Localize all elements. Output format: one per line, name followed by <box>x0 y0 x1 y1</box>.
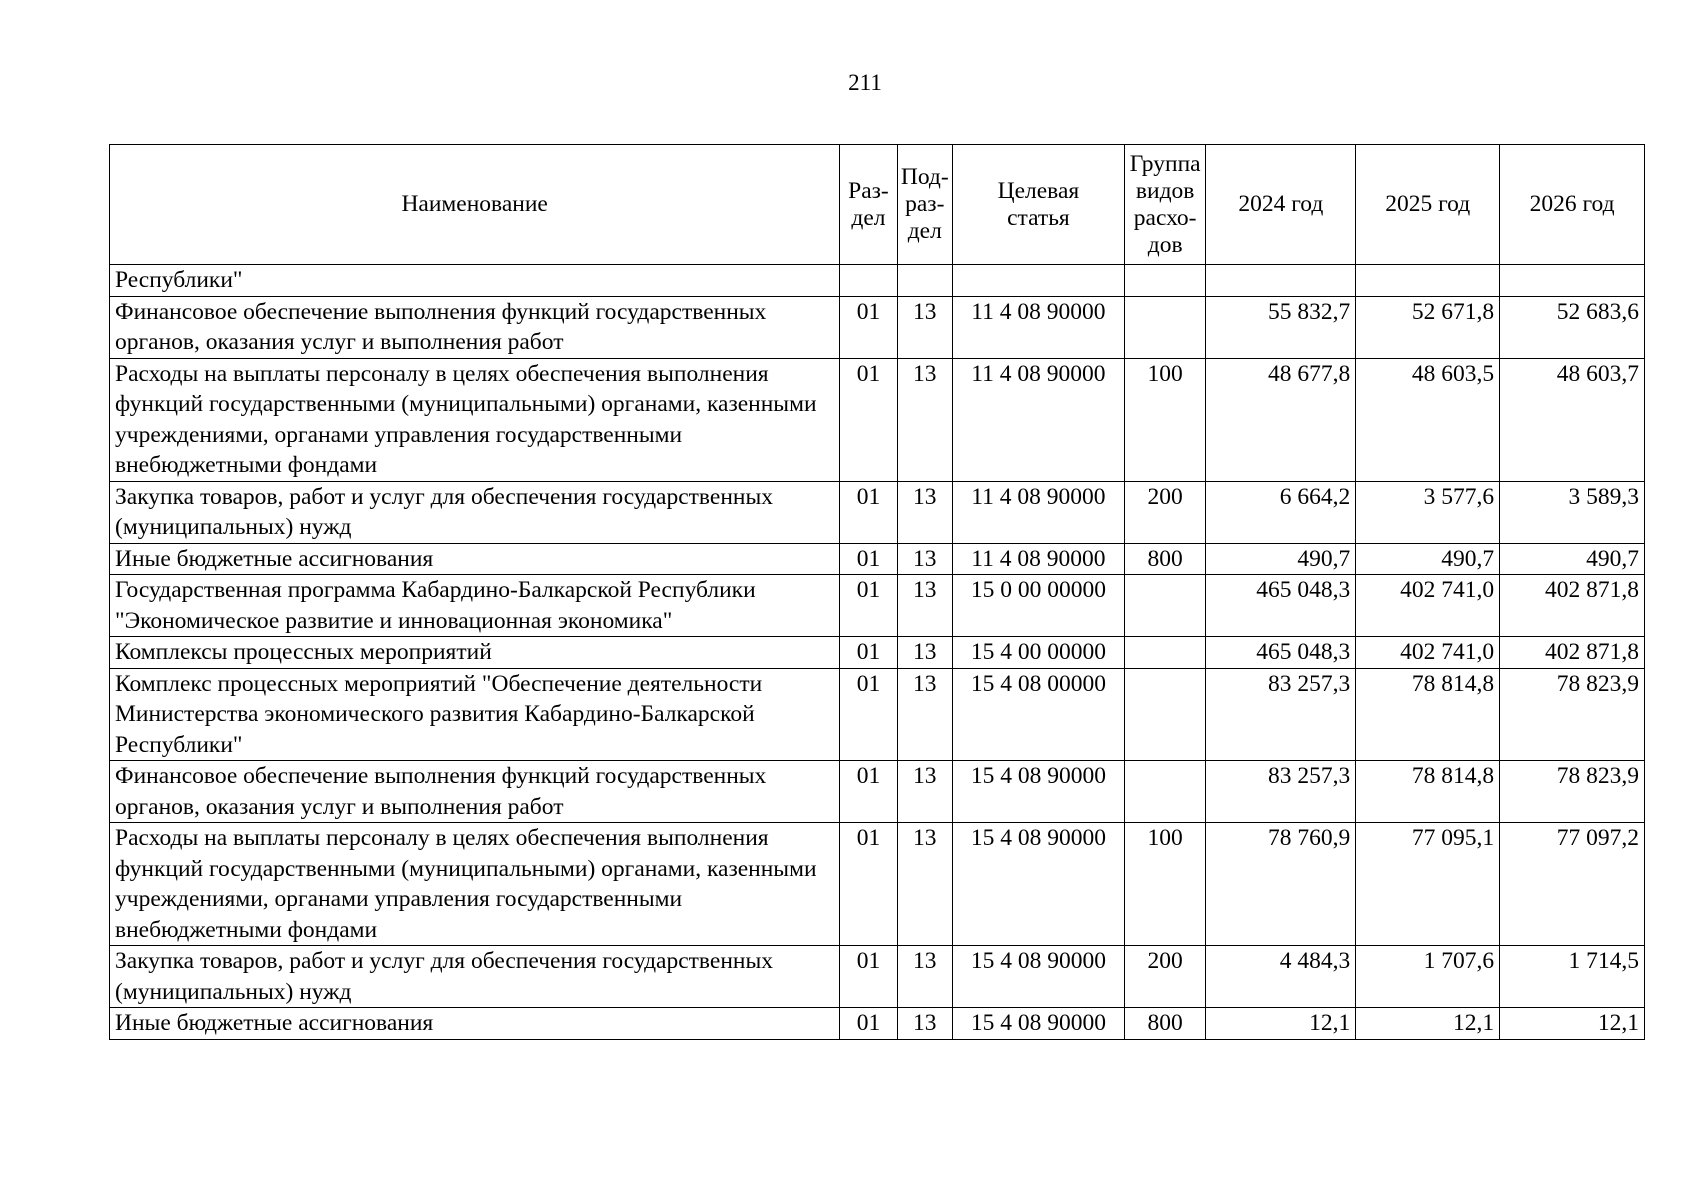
row-name: Комплекс процессных мероприятий "Обеспечение деятельности Министерства экономического развития Кабардино-Балкарской Республики" <box>110 668 840 761</box>
row-2025: 3 577,6 <box>1356 481 1500 543</box>
header-section: Раз- дел <box>840 145 897 265</box>
table-row <box>110 296 1645 358</box>
row-subsection: 13 <box>897 668 952 761</box>
row-target: 15 4 00 00000 <box>952 637 1124 669</box>
row-subsection <box>897 265 952 297</box>
table-row <box>110 668 1645 761</box>
row-name: Финансовое обеспечение выполнения функций государственных органов, оказания услуг и выполнения работ <box>110 296 840 358</box>
row-target: 15 4 08 90000 <box>952 761 1124 823</box>
row-2025: 402 741,0 <box>1356 575 1500 637</box>
row-2025: 78 814,8 <box>1356 668 1500 761</box>
row-target: 15 4 08 90000 <box>952 823 1124 946</box>
row-target: 15 4 08 90000 <box>952 946 1124 1008</box>
row-2024: 83 257,3 <box>1206 668 1356 761</box>
row-subsection: 13 <box>897 761 952 823</box>
row-section: 01 <box>840 1008 897 1040</box>
row-2025: 48 603,5 <box>1356 358 1500 481</box>
row-name: Финансовое обеспечение выполнения функций государственных органов, оказания услуг и выполнения работ <box>110 761 840 823</box>
row-name: Расходы на выплаты персоналу в целях обеспечения выполнения функций государственными (муниципальными) органами, казенными учреждениями, органами управления государственными внебюджетными фондами <box>110 358 840 481</box>
table-row <box>110 823 1645 946</box>
row-2024: 55 832,7 <box>1206 296 1356 358</box>
row-section: 01 <box>840 823 897 946</box>
row-name: Государственная программа Кабардино-Балкарской Республики "Экономическое развитие и инновационная экономика" <box>110 575 840 637</box>
row-name: Закупка товаров, работ и услуг для обеспечения государственных (муниципальных) нужд <box>110 946 840 1008</box>
row-group: 800 <box>1124 543 1205 575</box>
row-group: 100 <box>1124 823 1205 946</box>
row-group <box>1124 265 1205 297</box>
row-group: 800 <box>1124 1008 1205 1040</box>
row-subsection: 13 <box>897 946 952 1008</box>
row-2026: 402 871,8 <box>1500 637 1645 669</box>
row-name: Закупка товаров, работ и услуг для обеспечения государственных (муниципальных) нужд <box>110 481 840 543</box>
budget-table <box>109 144 1645 1040</box>
row-2026: 490,7 <box>1500 543 1645 575</box>
row-group <box>1124 668 1205 761</box>
row-2025: 490,7 <box>1356 543 1500 575</box>
table-header-row <box>110 145 1645 265</box>
row-2026: 77 097,2 <box>1500 823 1645 946</box>
row-target: 15 0 00 00000 <box>952 575 1124 637</box>
row-2025 <box>1356 265 1500 297</box>
row-2026: 78 823,9 <box>1500 761 1645 823</box>
header-name: Наименование <box>110 145 840 265</box>
row-section: 01 <box>840 946 897 1008</box>
table-row <box>110 575 1645 637</box>
row-2026: 402 871,8 <box>1500 575 1645 637</box>
row-2024: 6 664,2 <box>1206 481 1356 543</box>
row-target <box>952 265 1124 297</box>
row-2026: 12,1 <box>1500 1008 1645 1040</box>
row-target: 11 4 08 90000 <box>952 358 1124 481</box>
header-2024: 2024 год <box>1206 145 1356 265</box>
row-target: 11 4 08 90000 <box>952 296 1124 358</box>
table-row <box>110 1008 1645 1040</box>
row-name: Комплексы процессных мероприятий <box>110 637 840 669</box>
row-section: 01 <box>840 296 897 358</box>
row-2024: 465 048,3 <box>1206 575 1356 637</box>
table-row <box>110 481 1645 543</box>
row-subsection: 13 <box>897 481 952 543</box>
row-target: 15 4 08 90000 <box>952 1008 1124 1040</box>
row-name: Иные бюджетные ассигнования <box>110 1008 840 1040</box>
row-group <box>1124 761 1205 823</box>
row-section: 01 <box>840 575 897 637</box>
row-target: 11 4 08 90000 <box>952 481 1124 543</box>
row-section: 01 <box>840 543 897 575</box>
header-target: Целевая статья <box>952 145 1124 265</box>
table-row <box>110 637 1645 669</box>
row-subsection: 13 <box>897 823 952 946</box>
row-2025: 12,1 <box>1356 1008 1500 1040</box>
row-2024: 48 677,8 <box>1206 358 1356 481</box>
row-subsection: 13 <box>897 1008 952 1040</box>
header-expense-group: Группа видов расхо- дов <box>1124 145 1205 265</box>
row-name: Республики" <box>110 265 840 297</box>
page-number: 211 <box>848 70 882 95</box>
table-row <box>110 761 1645 823</box>
row-section: 01 <box>840 668 897 761</box>
row-2025: 52 671,8 <box>1356 296 1500 358</box>
row-2024: 465 048,3 <box>1206 637 1356 669</box>
row-subsection: 13 <box>897 637 952 669</box>
row-2024: 4 484,3 <box>1206 946 1356 1008</box>
row-2026: 78 823,9 <box>1500 668 1645 761</box>
row-2024: 12,1 <box>1206 1008 1356 1040</box>
row-subsection: 13 <box>897 575 952 637</box>
row-2026: 3 589,3 <box>1500 481 1645 543</box>
row-2026 <box>1500 265 1645 297</box>
row-section: 01 <box>840 637 897 669</box>
header-2025: 2025 год <box>1356 145 1500 265</box>
table-row <box>110 543 1645 575</box>
row-2025: 1 707,6 <box>1356 946 1500 1008</box>
row-group: 100 <box>1124 358 1205 481</box>
row-section: 01 <box>840 761 897 823</box>
table-row <box>110 265 1645 297</box>
row-2026: 1 714,5 <box>1500 946 1645 1008</box>
row-target: 15 4 08 00000 <box>952 668 1124 761</box>
row-2026: 52 683,6 <box>1500 296 1645 358</box>
row-subsection: 13 <box>897 543 952 575</box>
row-2024 <box>1206 265 1356 297</box>
row-group <box>1124 575 1205 637</box>
row-group <box>1124 296 1205 358</box>
row-target: 11 4 08 90000 <box>952 543 1124 575</box>
row-2025: 77 095,1 <box>1356 823 1500 946</box>
row-group: 200 <box>1124 481 1205 543</box>
row-group <box>1124 637 1205 669</box>
row-name: Расходы на выплаты персоналу в целях обеспечения выполнения функций государственными (муниципальными) органами, казенными учреждениями, органами управления государственными внебюджетными фондами <box>110 823 840 946</box>
row-name: Иные бюджетные ассигнования <box>110 543 840 575</box>
row-2025: 402 741,0 <box>1356 637 1500 669</box>
row-subsection: 13 <box>897 358 952 481</box>
header-2026: 2026 год <box>1500 145 1645 265</box>
row-2024: 78 760,9 <box>1206 823 1356 946</box>
table-row <box>110 358 1645 481</box>
row-2024: 83 257,3 <box>1206 761 1356 823</box>
row-section <box>840 265 897 297</box>
row-section: 01 <box>840 358 897 481</box>
row-group: 200 <box>1124 946 1205 1008</box>
table-row <box>110 946 1645 1008</box>
row-2025: 78 814,8 <box>1356 761 1500 823</box>
row-section: 01 <box>840 481 897 543</box>
row-2026: 48 603,7 <box>1500 358 1645 481</box>
header-subsection: Под- раз- дел <box>897 145 952 265</box>
row-2024: 490,7 <box>1206 543 1356 575</box>
row-subsection: 13 <box>897 296 952 358</box>
